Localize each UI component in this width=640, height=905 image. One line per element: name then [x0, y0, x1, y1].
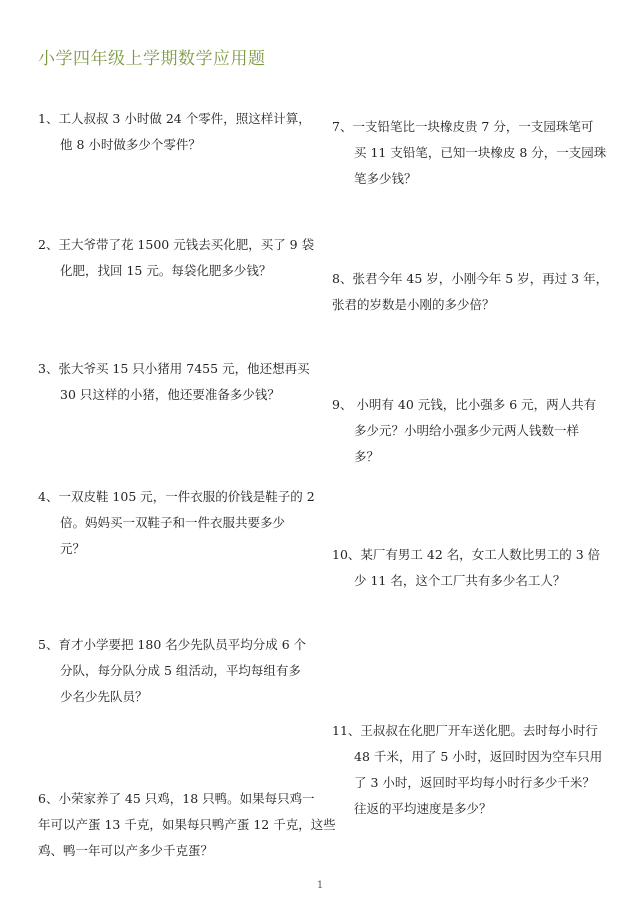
question-4 — [38, 484, 315, 562]
question-2 — [38, 232, 314, 284]
question-line: 张君的岁数是小刚的多少倍？ — [332, 297, 495, 312]
question-10 — [332, 542, 600, 594]
question-line: 多少元？小明给小强多少元两人钱数一样 — [354, 423, 580, 438]
question-line: 鸡、鸭一年可以产多少千克蛋？ — [38, 843, 214, 858]
question-6 — [38, 786, 336, 864]
question-11 — [332, 718, 602, 822]
question-line: 5、育才小学要把 180 名少先队员平均分成 6 个 — [38, 637, 307, 652]
question-8 — [332, 266, 608, 318]
question-9 — [332, 392, 596, 470]
question-line: 买 11 支铅笔，已知一块橡皮 8 分，一支园珠 — [354, 145, 607, 160]
question-line: 少名少先队员？ — [60, 689, 148, 704]
question-1 — [38, 106, 311, 158]
question-line: 4、一双皮鞋 105 元，一件衣服的价钱是鞋子的 2 — [38, 489, 315, 504]
question-line: 化肥，找回 15 元。每袋化肥多少钱？ — [60, 263, 272, 278]
question-line: 笔多少钱？ — [354, 171, 417, 186]
question-3 — [38, 356, 310, 408]
question-line: 6、小荣家养了 45 只鸡，18 只鸭。如果每只鸡一 — [38, 791, 315, 806]
question-line: 3、张大爷买 15 只小猪用 7455 元，他还想再买 — [38, 361, 310, 376]
page-title: 小学四年级上学期数学应用题 — [38, 49, 266, 69]
page-number: 1 — [316, 880, 324, 891]
question-5 — [38, 632, 306, 710]
question-line: 元？ — [60, 541, 86, 556]
question-7 — [332, 114, 606, 192]
question-line: 2、王大爷带了花 1500 元钱去买化肥，买了 9 袋 — [38, 237, 315, 252]
question-line: 多？ — [354, 449, 380, 464]
question-line: 48 千米，用了 5 小时，返回时因为空车只用 — [354, 749, 603, 764]
question-line: 他 8 小时做多少个零件？ — [60, 137, 201, 152]
question-line: 11、王叔叔在化肥厂开车送化肥。去时每小时行 — [332, 723, 598, 738]
question-line: 分队，每分队分成 5 组活动，平均每组有多 — [60, 663, 301, 678]
question-line: 8、张君今年 45 岁，小刚今年 5 岁，再过 3 年， — [332, 271, 609, 286]
question-line: 10、某厂有男工 42 名，女工人数比男工的 3 倍 — [332, 547, 601, 562]
question-line: 少 11 名，这个工厂共有多少名工人？ — [354, 573, 566, 588]
question-line: 7、一支铅笔比一块橡皮贵 7 分，一支园珠笔可 — [332, 119, 594, 134]
question-line: 倍。妈妈买一双鞋子和一件衣服共要多少 — [60, 515, 286, 530]
question-line: 30 只这样的小猪，他还要准备多少钱？ — [60, 387, 280, 402]
question-line: 了 3 小时，返回时平均每小时行多少千米？ — [354, 775, 595, 790]
question-line: 1、工人叔叔 3 小时做 24 个零件，照这样计算， — [38, 111, 311, 126]
question-line: 9、 小明有 40 元钱，比小强多 6 元，两人共有 — [332, 397, 597, 412]
question-line: 年可以产蛋 13 千克，如果每只鸭产蛋 12 千克，这些 — [38, 817, 336, 832]
question-line: 往返的平均速度是多少？ — [354, 801, 492, 816]
